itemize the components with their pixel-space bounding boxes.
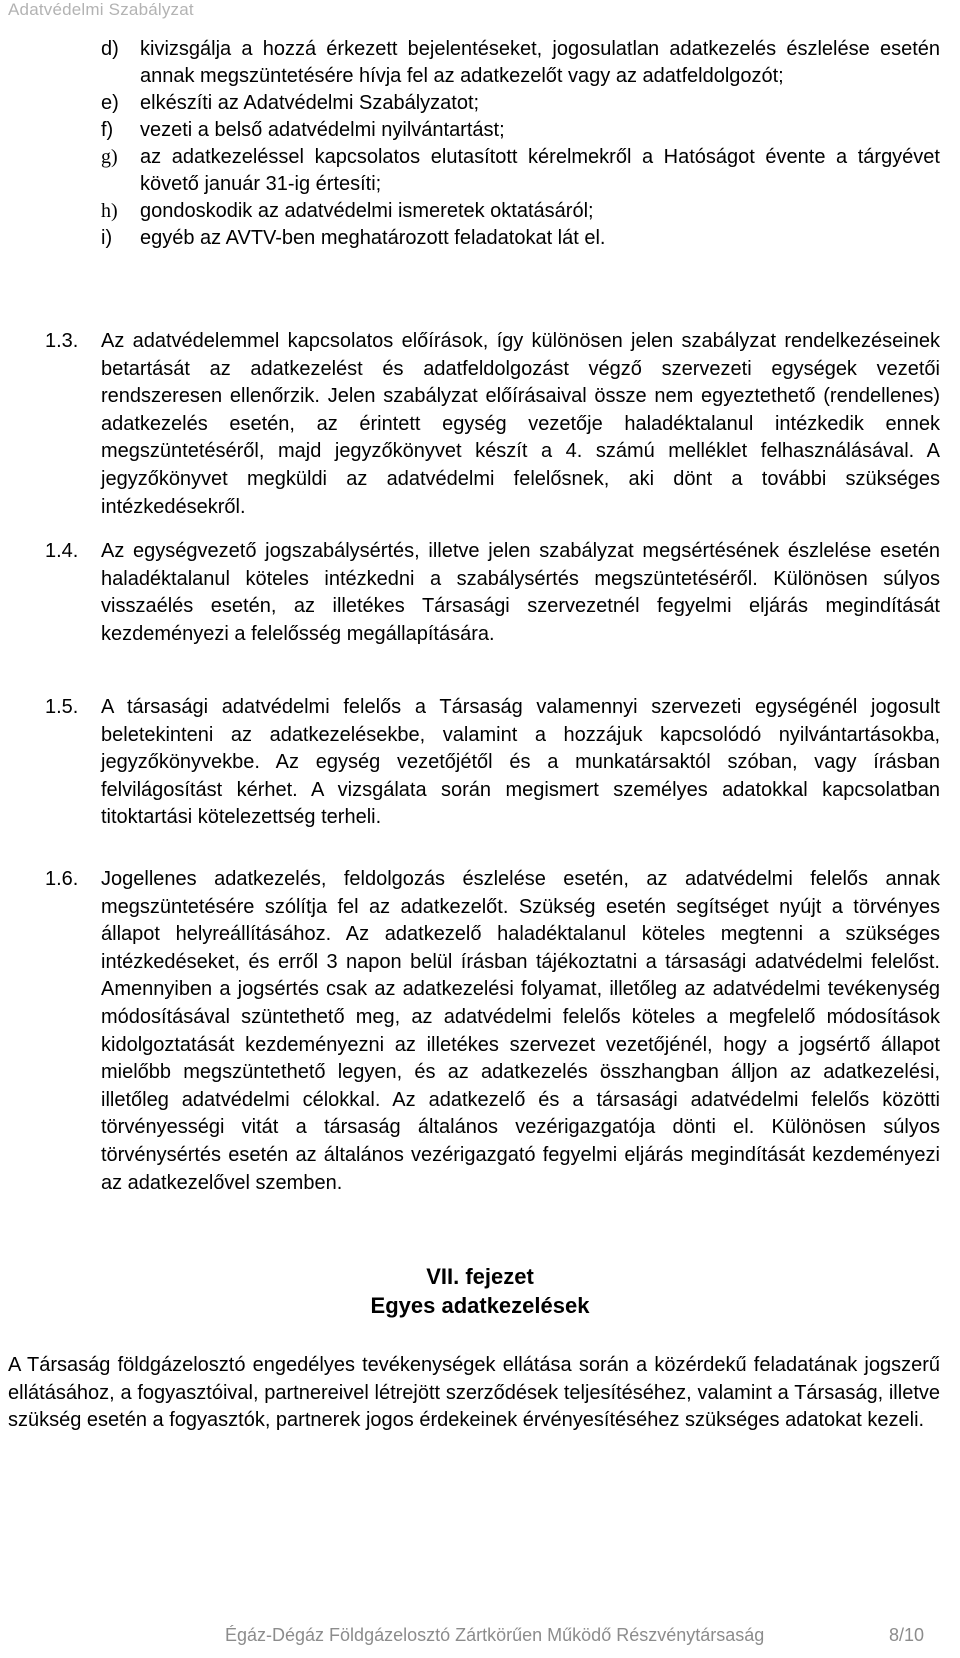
list-item-text: gondoskodik az adatvédelmi ismeretek oktatásáról; (140, 200, 594, 222)
list-marker: h) (101, 200, 118, 222)
section-text: Az egységvezető jogszabálysértés, illetve jelen szabályzat megsértésének észlelése esetén haladéktalanul köteles intézkedni a szabálysértés megszüntetéséről. Különösen súlyos visszaélés esetén, az illetékes Társasági szervezetnél fegyelmi eljárás megindítását kezdeményezi a felelősség megállapítására. (101, 540, 940, 645)
list-item (0, 144, 960, 198)
list-item-text: elkészíti az Adatvédelmi Szabályzatot; (140, 92, 480, 114)
list-item (0, 117, 960, 144)
list-item (0, 198, 960, 225)
list-item-text: vezeti a belső adatvédelmi nyilvántartást; (140, 119, 505, 141)
section-number: 1.6. (45, 868, 79, 890)
closing-paragraph: A Társaság földgázelosztó engedélyes tevékenységek ellátása során a közérdekű feladatának jogszerű ellátásához, a fogyasztóival, partnereivel létrejött szerződések teljesítéséhez, valamint a Társaság, illetve szükség esetén a fogyasztók, partnerek jogos érdekeinek érvényesítéséhez szükséges adatokat kezeli. (8, 1354, 940, 1432)
chapter-number: VII. fejezet (426, 1264, 534, 1289)
section-number: 1.5. (45, 696, 79, 718)
list-marker: e) (101, 92, 119, 114)
section-1-3 (0, 328, 960, 521)
list-marker: g) (101, 146, 118, 168)
list-item (0, 225, 960, 252)
footer-company: Égáz-Dégáz Földgázelosztó Zártkörűen Működő Részvénytársaság (225, 1625, 765, 1645)
list-marker: d) (101, 38, 119, 60)
section-number: 1.4. (45, 540, 79, 562)
chapter-title: Egyes adatkezelések (370, 1293, 590, 1318)
list-item (0, 90, 960, 117)
section-text: Az adatvédelemmel kapcsolatos előírások, így különösen jelen szabályzat rendelkezéseinek betartását az adatkezelést és adatfeldolgozást végző szervezeti egységek vezetői rendszeresen ellenőrzik. Jelen szabályzat előírásaival össze nem egyeztethető (rendellenes) adatkezelés esetén, az érintett egység vezetője haladéktalanul intézkedik ennek megszüntetéséről, majd jegyzőkönyvet készít a 4. számú melléklet felhasználásával. A jegyzőkönyvet megküldi az adatvédelmi felelősnek, aki dönt a további szükséges intézkedésekről. (101, 330, 940, 518)
header-title: Adatvédelmi Szabályzat (8, 0, 194, 19)
section-text: A társasági adatvédelmi felelős a Társaság valamennyi szervezeti egységénél jogosult beletekinteni az adatkezelésekbe, valamint a hozzájuk kapcsolódó nyilvántartásokba, jegyzőkönyvekbe. Az egység vezetőjétől és a munkatársaktól szóban, vagy írásban felvilágosítást kérhet. A vizsgálata során megismert személyes adatokkal kapcsolatban titoktartási kötelezettség terheli. (101, 696, 940, 829)
section-text: Jogellenes adatkezelés, feldolgozás észlelése esetén, az adatvédelmi felelős annak megszüntetésére szólítja fel az adatkezelőt. Szükség esetén segítséget nyújt a törvényes állapot helyreállításához. Az adatkezelő haladéktalanul köteles megtenni a szükséges intézkedéseket, és erről 3 napon belül írásban tájékoztatni a társasági adatvédelmi felelőst. Amennyiben a jogsértés csak az adatkezelési folyamat, illetőleg az adatvédelmi tevékenység módosításával szüntethető meg, az adatvédelmi felelős köteles a megfelelő módosítások kidolgoztatását kezdeményezni az illetékes szervezet vezetőjénél, hogy a jogsértő állapot mielőbb megszüntethető legyen, és az adatkezelés összhangban álljon az adatkezelési, illetőleg adatvédelmi célokkal. Az adatkezelő és a társasági adatvédelmi felelős közötti törvényességi vitát a társaság általános vezérigazgatója dönti el. Különösen súlyos törvénysértés esetén az általános vezérigazgató fegyelmi eljárás megindítását kezdeményezi az adatkezelővel szemben. (101, 868, 940, 1194)
section-1-5 (0, 694, 960, 832)
duties-list (0, 36, 960, 252)
footer-page-number: 8/10 (889, 1625, 925, 1645)
list-marker: f) (101, 119, 114, 141)
section-1-6 (0, 866, 960, 1197)
section-number: 1.3. (45, 330, 79, 352)
list-item-text: egyéb az AVTV-ben meghatározott feladatokat lát el. (140, 227, 606, 249)
list-marker: i) (101, 227, 113, 249)
list-item-text: az adatkezeléssel kapcsolatos elutasított kérelmekről a Hatóságot évente a tárgyévet követő január 31-ig értesíti; (140, 146, 940, 195)
list-item (0, 36, 960, 90)
section-1-4 (0, 538, 960, 648)
list-item-text: kivizsgálja a hozzá érkezett bejelentéseket, jogosulatlan adatkezelés észlelése esetén annak megszüntetésére hívja fel az adatkezelőt vagy az adatfeldolgozót; (140, 38, 940, 87)
